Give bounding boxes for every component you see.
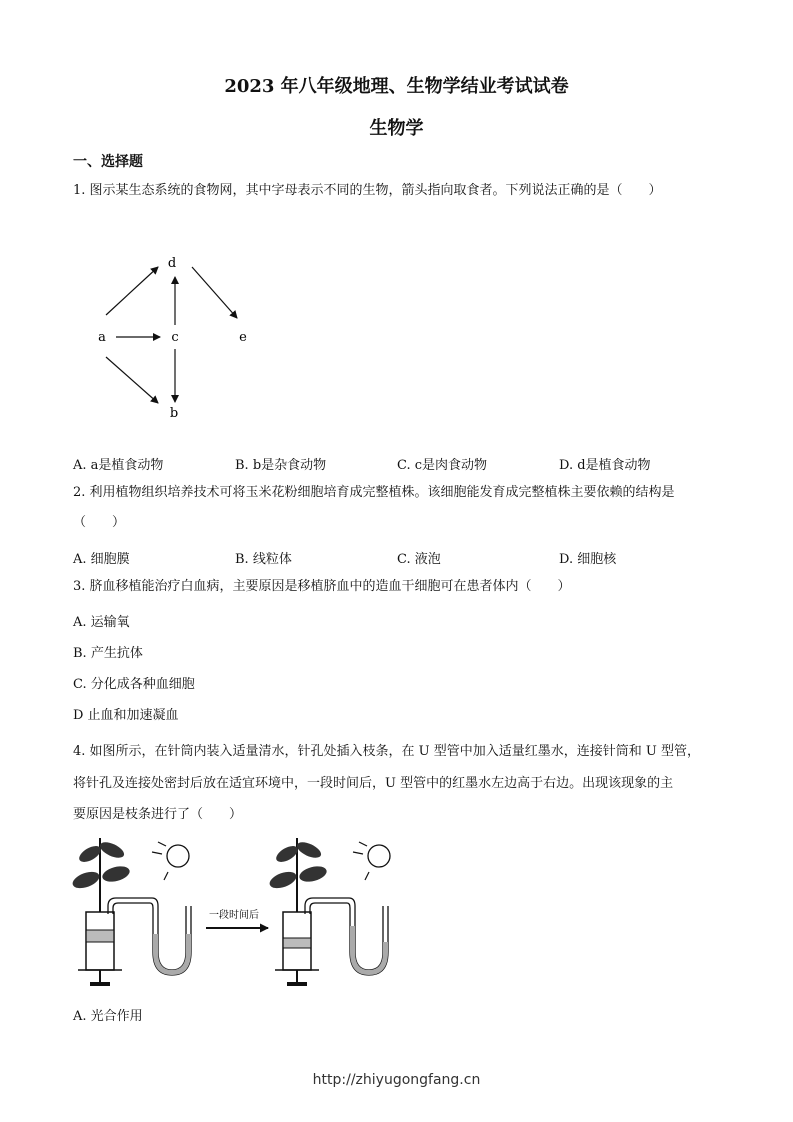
q1-option-a[interactable]: A. a是植食动物 — [73, 458, 164, 473]
q3-option-a[interactable]: A. 运输氧 — [73, 615, 130, 630]
apparatus-after — [267, 838, 390, 986]
q2-option-c[interactable]: C. 液泡 — [397, 552, 441, 567]
node-b: b — [169, 406, 179, 421]
q4-option-a[interactable]: A. 光合作用 — [73, 1009, 143, 1024]
apparatus-before — [72, 838, 191, 986]
question-4-stem-cont: 将针孔及连接处密封后放在适宜环境中，一段时间后，U 型管中的红墨水左边高于右边。出现该现象的主 — [73, 776, 674, 791]
q3-option-d[interactable]: D 止血和加速凝血 — [73, 708, 179, 723]
arrow-a-to-d — [106, 267, 158, 315]
experiment-diagram — [72, 834, 412, 994]
node-e: e — [239, 330, 247, 345]
question-2-stem: 2. 利用植物组织培养技术可将玉米花粉细胞培育成完整植株。该细胞能发育成完整植株主要依赖的结构是 — [73, 485, 675, 500]
arrow-a-to-b — [106, 357, 158, 403]
question-3-stem: 3. 脐血移植能治疗白血病，主要原因是移植脐血中的造血干细胞可在患者体内（ ） — [73, 579, 571, 594]
footer-url[interactable]: http://zhiyugongfang.cn — [312, 1072, 481, 1088]
page-title: 2023 年八年级地理、生物学结业考试试卷 — [224, 76, 569, 97]
time-label: 一段时间后 — [209, 910, 259, 921]
arrow-d-to-e — [192, 267, 237, 318]
q3-option-c[interactable]: C. 分化成各种血细胞 — [73, 677, 195, 692]
q2-option-d[interactable]: D. 细胞核 — [559, 552, 617, 567]
q1-option-c[interactable]: C. c是肉食动物 — [397, 458, 488, 473]
q1-option-d[interactable]: D. d是植食动物 — [559, 458, 651, 473]
question-4-stem-cont2: 要原因是枝条进行了（ ） — [73, 807, 243, 822]
node-d: d — [167, 256, 177, 271]
question-1-stem: 1. 图示某生态系统的食物网，其中字母表示不同的生物，箭头指向取食者。下列说法正确的是（ ） — [73, 183, 662, 198]
section-heading: 一、选择题 — [73, 154, 143, 170]
q1-option-b[interactable]: B. b是杂食动物 — [235, 458, 327, 473]
question-4-stem: 4. 如图所示，在针筒内装入适量清水，针孔处插入枝条，在 U 型管中加入适量红墨水，连接针筒和 U 型管， — [73, 744, 700, 759]
q2-option-b[interactable]: B. 线粒体 — [235, 552, 292, 567]
node-a: a — [98, 330, 106, 345]
subject-title: 生物学 — [369, 118, 424, 139]
q3-option-b[interactable]: B. 产生抗体 — [73, 646, 143, 661]
q2-option-a[interactable]: A. 细胞膜 — [73, 552, 130, 567]
question-2-stem-cont: （ ） — [73, 515, 126, 530]
node-c: c — [171, 330, 179, 345]
food-web-diagram — [80, 245, 300, 435]
